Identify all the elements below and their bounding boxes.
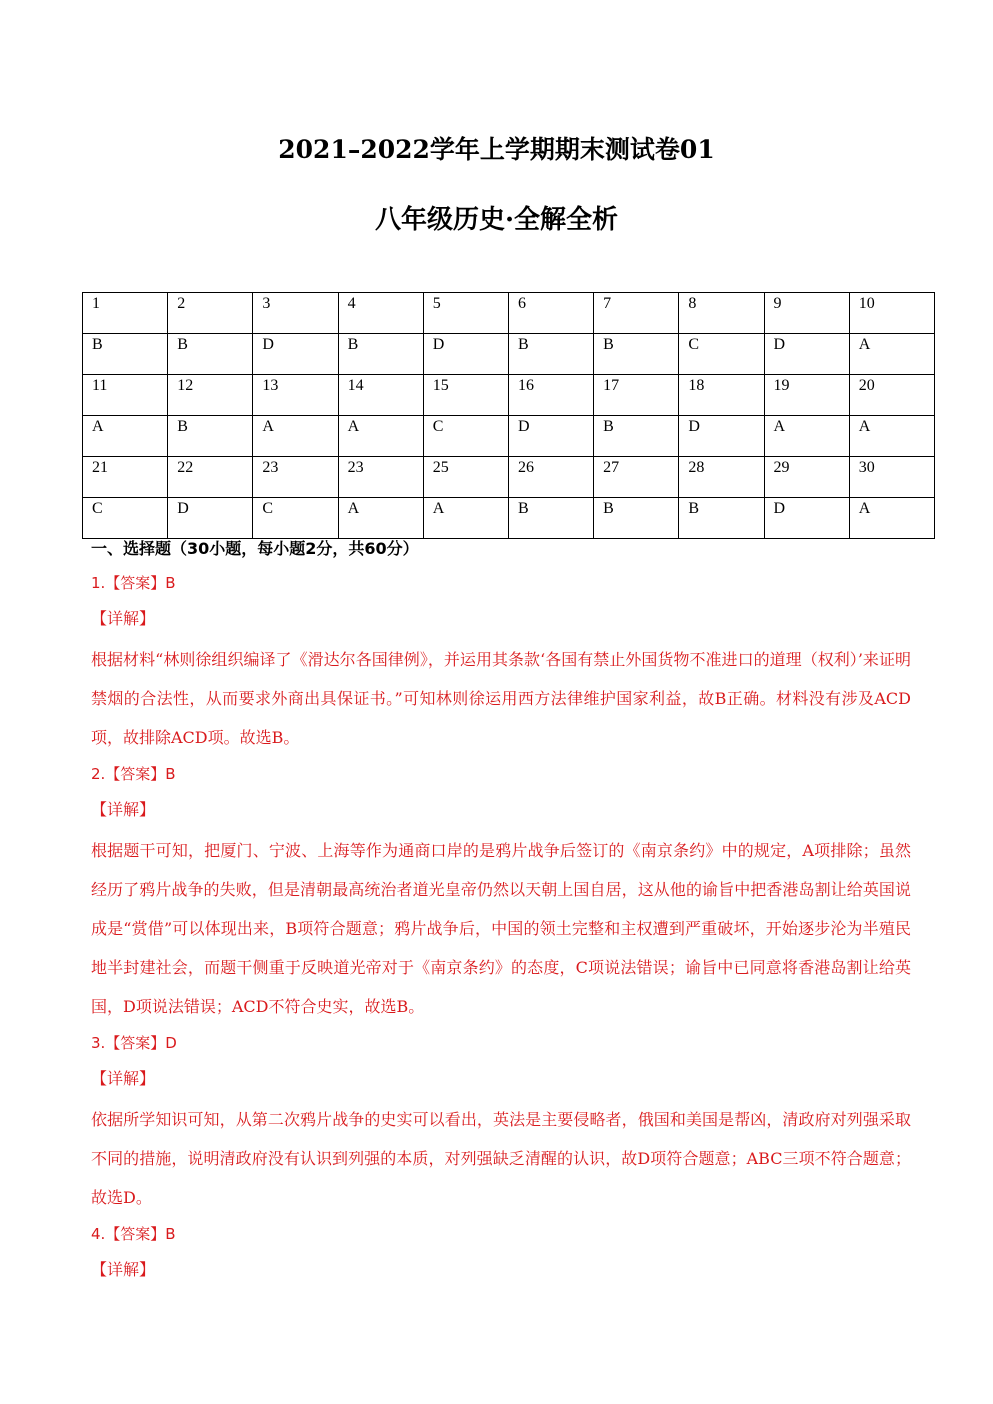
question-number-cell: 11	[83, 375, 168, 416]
question-number-cell: 23	[338, 457, 423, 498]
answer-cell: D	[168, 498, 253, 539]
answer-cell: B	[508, 334, 593, 375]
question-number-cell: 21	[83, 457, 168, 498]
solution-item	[91, 1028, 911, 1217]
answer-row	[83, 498, 935, 539]
answer-cell: B	[338, 334, 423, 375]
answer-line: 1.【答案】B	[91, 574, 176, 592]
answer-line: 4.【答案】B	[91, 1225, 176, 1243]
question-number-cell: 14	[338, 375, 423, 416]
answer-line: 2.【答案】B	[91, 765, 176, 783]
detail-label: 【详解】	[91, 800, 156, 819]
solutions-list	[91, 568, 911, 1291]
answer-cell: D	[423, 334, 508, 375]
detail-label: 【详解】	[91, 1260, 156, 1279]
question-number-cell: 20	[849, 375, 934, 416]
section-heading: 一、选择题（30小题，每小题2分，共60分）	[91, 539, 419, 558]
answer-cell: B	[83, 334, 168, 375]
question-number-cell: 18	[679, 375, 764, 416]
answer-cell: A	[849, 334, 934, 375]
question-number-cell: 4	[338, 293, 423, 334]
answer-row	[83, 416, 935, 457]
question-number-cell: 12	[168, 375, 253, 416]
answer-cell: A	[338, 498, 423, 539]
question-number-cell: 7	[594, 293, 679, 334]
question-number-cell: 26	[508, 457, 593, 498]
page-subtitle: 八年级历史·全解全析	[374, 205, 619, 235]
detail-label: 【详解】	[91, 1069, 156, 1088]
question-number-row	[83, 457, 935, 498]
answer-line: 3.【答案】D	[91, 1034, 177, 1052]
answer-cell: A	[764, 416, 849, 457]
page-title: 2021–2022学年上学期期末测试卷01	[278, 135, 715, 164]
question-number-cell: 5	[423, 293, 508, 334]
answer-cell: C	[253, 498, 338, 539]
detail-text: 依据所学知识可知，从第二次鸦片战争的史实可以看出，英法是主要侵略者，俄国和美国是帮凶，清政府对列强采取不同的措施，说明清政府没有认识到列强的本质，对列强缺乏清醒的认识，故D项符合题意；ABC三项不符合题意；故选D。	[91, 1110, 911, 1207]
answer-cell: A	[849, 416, 934, 457]
question-number-cell: 9	[764, 293, 849, 334]
question-number-cell: 10	[849, 293, 934, 334]
detail-text: 根据题干可知，把厦门、宁波、上海等作为通商口岸的是鸦片战争后签订的《南京条约》中的规定，A项排除；虽然经历了鸦片战争的失败，但是清朝最高统治者道光皇帝仍然以天朝上国自居，这从他的谕旨中把香港岛割让给英国说成是“赏借”可以体现出来，B项符合题意；鸦片战争后，中国的领土完整和主权遭到严重破坏，开始逐步沦为半殖民地半封建社会，而题干侧重于反映道光帝对于《南京条约》的态度，C项说法错误；谕旨中已同意将香港岛割让给英国，D项说法错误；ACD不符合史实，故选B。	[91, 841, 911, 1016]
answer-cell: D	[679, 416, 764, 457]
answer-row	[83, 334, 935, 375]
answer-cell: A	[849, 498, 934, 539]
question-number-cell: 15	[423, 375, 508, 416]
answer-cell: D	[508, 416, 593, 457]
answer-cell: B	[594, 334, 679, 375]
question-number-cell: 3	[253, 293, 338, 334]
answer-cell: A	[253, 416, 338, 457]
answer-cell: C	[83, 498, 168, 539]
answer-cell: C	[423, 416, 508, 457]
solution-item	[91, 568, 911, 757]
question-number-cell: 13	[253, 375, 338, 416]
answer-cell: A	[83, 416, 168, 457]
answer-cell: D	[253, 334, 338, 375]
answer-cell: B	[679, 498, 764, 539]
question-number-cell: 29	[764, 457, 849, 498]
question-number-cell: 1	[83, 293, 168, 334]
question-number-row	[83, 375, 935, 416]
question-number-cell: 8	[679, 293, 764, 334]
question-number-cell: 2	[168, 293, 253, 334]
detail-label: 【详解】	[91, 609, 156, 628]
question-number-cell: 25	[423, 457, 508, 498]
solution-item	[91, 1219, 911, 1291]
question-number-cell: 30	[849, 457, 934, 498]
solution-item	[91, 759, 911, 1026]
answer-cell: B	[594, 416, 679, 457]
answer-cell: D	[764, 498, 849, 539]
answer-cell: A	[423, 498, 508, 539]
question-number-row	[83, 293, 935, 334]
question-number-cell: 19	[764, 375, 849, 416]
question-number-cell: 27	[594, 457, 679, 498]
question-number-cell: 22	[168, 457, 253, 498]
detail-text: 根据材料“林则徐组织编译了《滑达尔各国律例》，并运用其条款‘各国有禁止外国货物不准进口的道理（权利）’来证明禁烟的合法性，从而要求外商出具保证书。”可知林则徐运用西方法律维护国家利益，故B正确。材料没有涉及ACD项，故排除ACD项。故选B。	[91, 650, 911, 747]
answer-cell: A	[338, 416, 423, 457]
answer-cell: B	[168, 416, 253, 457]
question-number-cell: 6	[508, 293, 593, 334]
answer-key-table	[82, 292, 935, 539]
question-number-cell: 28	[679, 457, 764, 498]
question-number-cell: 23	[253, 457, 338, 498]
question-number-cell: 17	[594, 375, 679, 416]
answer-cell: B	[508, 498, 593, 539]
answer-cell: B	[594, 498, 679, 539]
answer-cell: C	[679, 334, 764, 375]
question-number-cell: 16	[508, 375, 593, 416]
answer-cell: B	[168, 334, 253, 375]
answer-cell: D	[764, 334, 849, 375]
